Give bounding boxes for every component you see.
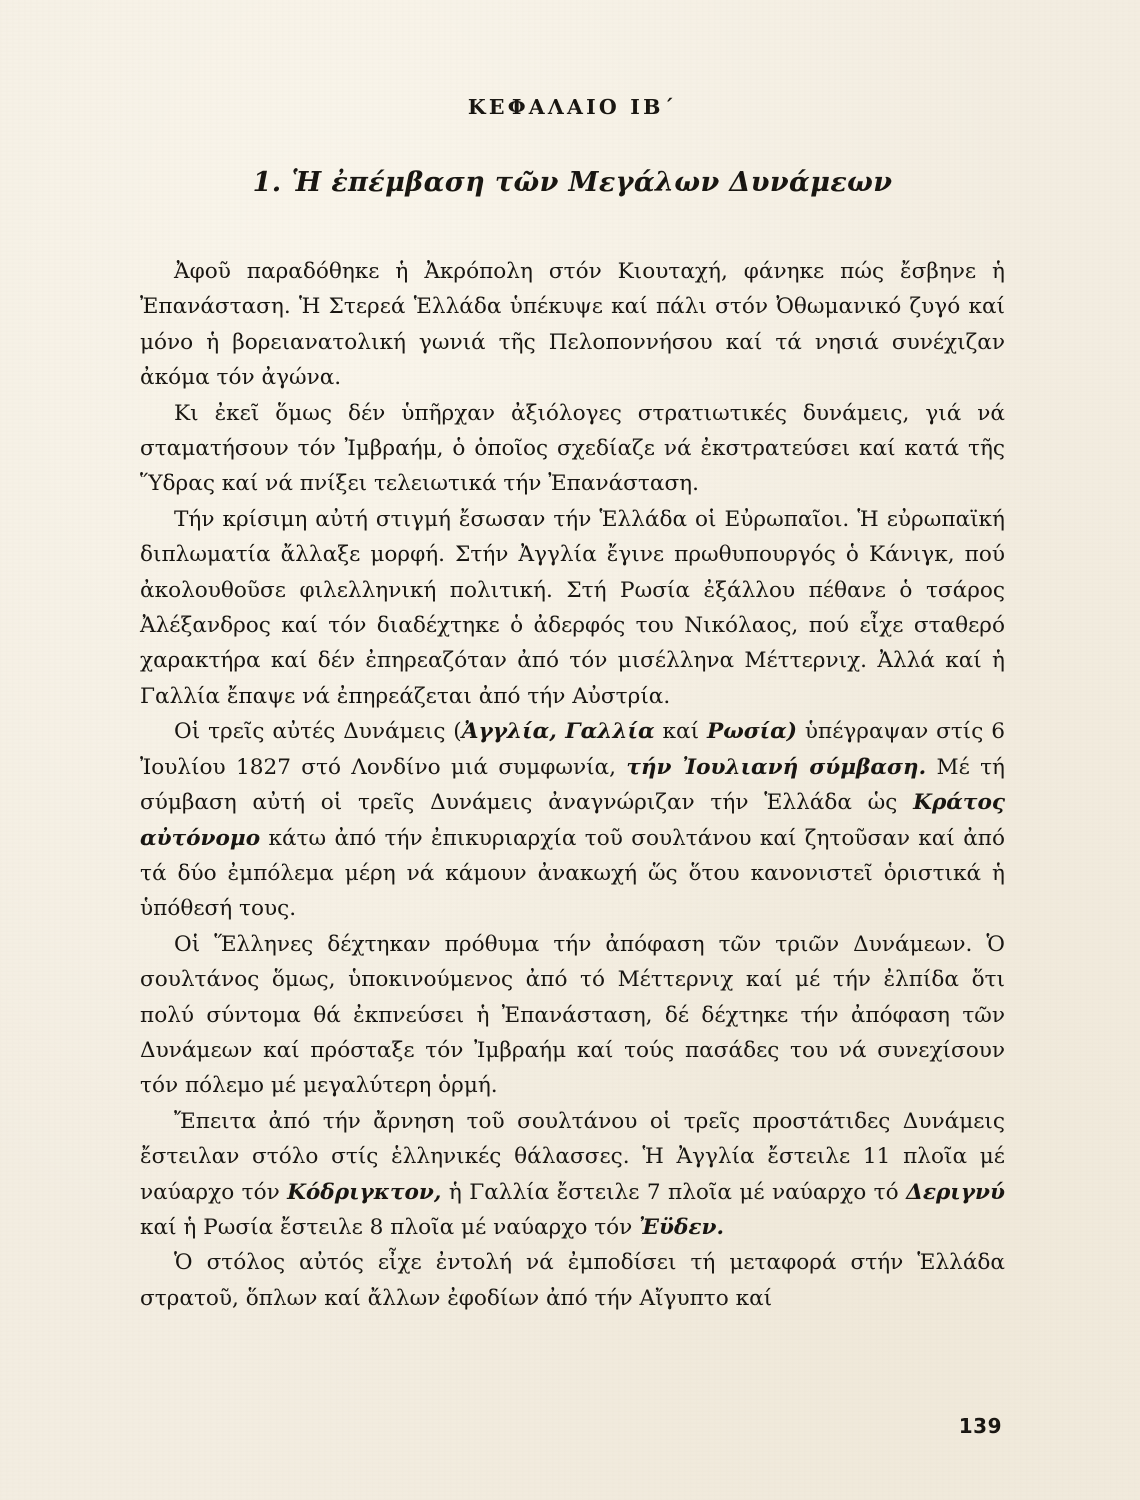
emphasis-term: Κράτος αὐτόνομο	[140, 790, 1005, 851]
emphasis-term: τήν Ἰουλιανή σύμβαση.	[626, 754, 927, 780]
section-title-text: Ἡ ἐπέμβαση τῶν Μεγάλων Δυνάμεων	[291, 167, 893, 198]
paragraph	[140, 396, 1005, 502]
emphasis-term: Ἐϋδεν.	[639, 1214, 724, 1240]
paragraph	[140, 1104, 1005, 1246]
body-text	[140, 254, 1005, 1316]
page-number: 139	[958, 1414, 1002, 1438]
text-run: Οἱ Ἕλληνες δέχτηκαν πρόθυμα τήν ἀπόφαση τῶν τριῶν Δυνάμεων. Ὁ σουλτάνος ὅμως, ὑποκινούμενος ἀπό τό Μέττερνιχ καί μέ τήν ἐλπίδα ὅτι πολύ σύντομα θά ἐκπνεύσει ἡ Ἐπανάσταση, δέ δέχτηκε τήν ἀπόφαση τῶν Δυνάμεων καί πρόσταξε τόν Ἰμβραήμ καί τούς πασάδες του νά συνεχίσουν τόν πόλεμο μέ μεγαλύτερη ὁρμή.	[140, 931, 1005, 1099]
paragraph	[140, 502, 1005, 714]
text-run: Μέ τή σύμβαση αὐτή οἱ τρεῖς Δυνάμεις ἀναγνώριζαν τήν Ἑλλάδα ὡς	[140, 754, 1005, 816]
emphasis-term: Ρωσία)	[706, 719, 797, 745]
paragraph	[140, 927, 1005, 1104]
text-run: Ὁ στόλος αὐτός εἶχε ἐντολή νά ἐμποδίσει τή μεταφορά στήν Ἑλλάδα στρατοῦ, ὅπλων καί ἄλλων ἐφοδίων ἀπό τήν Αἴγυπτο καί	[140, 1250, 1005, 1311]
text-run: κάτω ἀπό τήν ἐπικυριαρχία τοῦ σουλτάνου καί ζητοῦσαν καί ἀπό τά δύο ἐμπόλεμα μέρη νά κάμουν ἀνακωχή ὥς ὅτου κανονιστεῖ ὁριστικά ἡ ὑπόθεσή τους.	[140, 825, 1005, 922]
paragraph	[140, 714, 1005, 926]
text-run: ὑπέγραψαν στίς 6 Ἰουλίου 1827 στό Λονδίνο μιά συμφωνία,	[140, 719, 1005, 780]
section-title	[140, 167, 1005, 198]
emphasis-term: Ἀγγλία, Γαλλία	[461, 719, 655, 745]
chapter-heading: ΚΕΦΑΛΑΙΟ ΙΒ΄	[467, 95, 678, 119]
text-run: Ἀφοῦ παραδόθηκε ἡ Ἀκρόπολη στόν Κιουταχή, φάνηκε πώς ἔσβηνε ἡ Ἐπανάσταση. Ἡ Στερεά Ἑλλάδα ὑπέκυψε καί πάλι στόν Ὀθωμανικό ζυγό καί μόνο ἡ βορειανατολική γωνιά τῆς Πελοποννήσου καί τά νησιά συνέχιζαν ἀκόμα τόν ἀγώνα.	[140, 259, 1005, 391]
text-run: καί	[654, 719, 707, 745]
text-run: Κι ἐκεῖ ὅμως δέν ὑπῆρχαν ἀξιόλογες στρατιωτικές δυνάμεις, γιά νά σταματήσουν τόν Ἰμβραήμ, ὁ ὁποῖος σχεδίαζε νά ἐκστρατεύσει καί κατά τῆς Ὕδρας καί νά πνίξει τελειωτικά τήν Ἐπανάσταση.	[140, 400, 1005, 497]
text-run: Τήν κρίσιμη αὐτή στιγμή ἔσωσαν τήν Ἑλλάδα οἱ Εὐρωπαῖοι. Ἡ εὐρωπαϊκή διπλωματία ἄλλαξε μορφή. Στήν Ἀγγλία ἔγινε πρωθυπουργός ὁ Κάνιγκ, πού ἀκολουθοῦσε φιλελληνική πολιτική. Στή Ρωσία ἐξάλλου πέθανε ὁ τσάρος Ἀλέξανδρος καί τόν διαδέχτηκε ὁ ἀδερφός του Νικόλαος, πού εἶχε σταθερό χαρακτήρα καί δέν ἐπηρεαζόταν ἀπό τόν μισέλληνα Μέττερνιχ. Ἀλλά καί ἡ Γαλλία ἔπαψε νά ἐπηρεάζεται ἀπό τήν Αὐστρία.	[140, 506, 1005, 709]
section-number: 1.	[252, 167, 282, 198]
emphasis-term: Κόδριγκτον,	[287, 1179, 442, 1205]
emphasis-term: Δεριγνύ	[906, 1179, 1005, 1205]
text-run: Οἱ τρεῖς αὐτές Δυνάμεις (	[174, 719, 462, 745]
paragraph	[140, 254, 1005, 396]
text-run: Ἔπειτα ἀπό τήν ἄρνηση τοῦ σουλτάνου οἱ τρεῖς προστάτιδες Δυνάμεις ἔστειλαν στόλο στίς ἑλληνικές θάλασσες. Ἡ Ἀγγλία ἔστειλε 11 πλοῖα μέ ναύαρχο τόν	[140, 1108, 1005, 1205]
text-run: καί ἡ Ρωσία ἔστειλε 8 πλοῖα μέ ναύαρχο τόν	[140, 1214, 640, 1240]
paragraph	[140, 1245, 1005, 1316]
text-run: ἡ Γαλλία ἔστειλε 7 πλοῖα μέ ναύαρχο τό	[441, 1179, 907, 1205]
